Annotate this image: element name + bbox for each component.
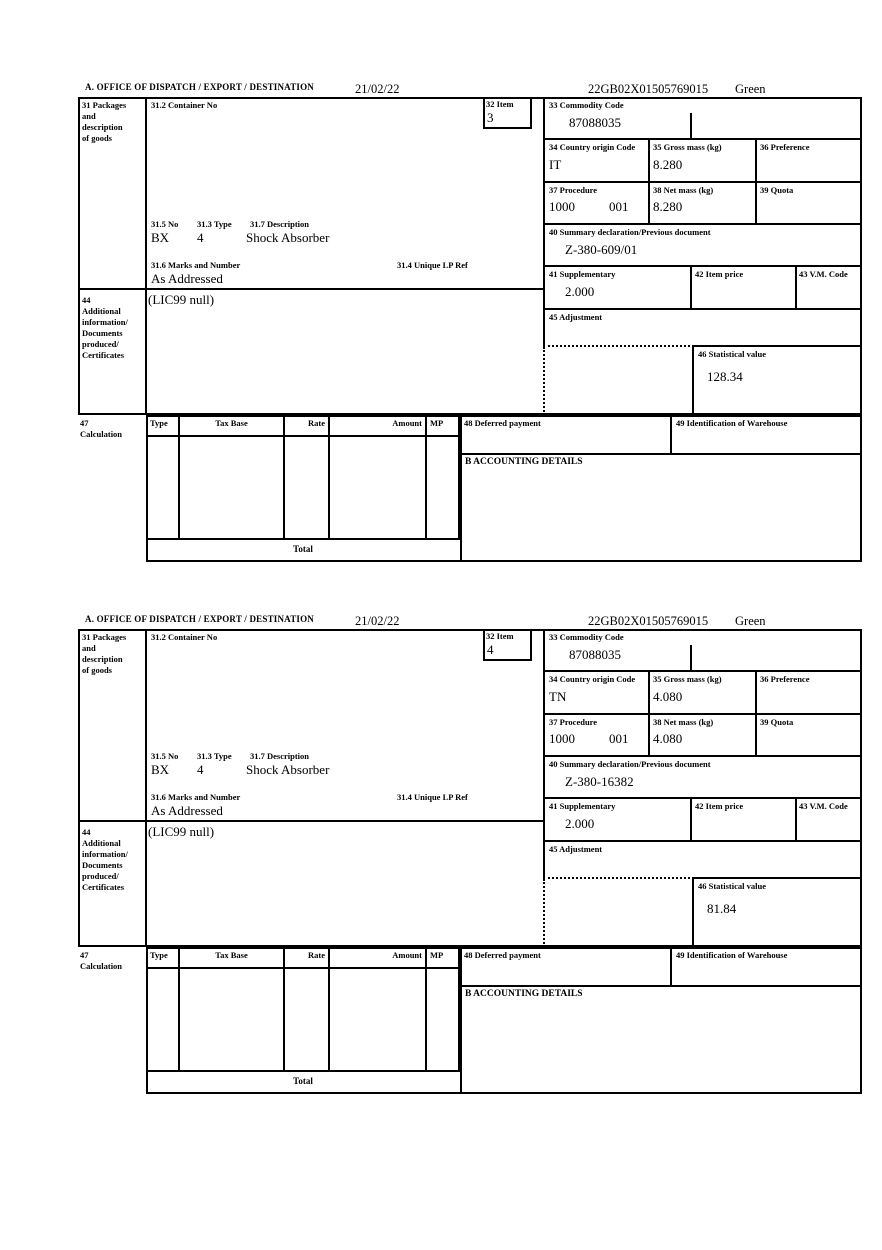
country-origin-value: TN: [549, 689, 567, 704]
procedure-label: 37 Procedure: [549, 717, 598, 727]
grid-line: [543, 840, 862, 842]
package-type-label: 31.3 Type: [197, 219, 232, 229]
calculation-table-border: [146, 947, 460, 1072]
additional-info-value: (LIC99 null): [148, 824, 215, 839]
declaration-date: 21/02/22: [355, 82, 400, 96]
procedure-label: 37 Procedure: [549, 185, 598, 195]
country-origin-label: 34 Country origin Code: [549, 142, 636, 152]
dotted-grid-line: [543, 877, 694, 879]
marks-and-number-value: As Addressed: [151, 271, 223, 286]
grid-line: [178, 415, 180, 540]
calculation-table-border: [146, 415, 460, 540]
box-31-label-line: 31 Packages: [82, 100, 127, 110]
description-label: 31.7 Description: [250, 219, 310, 229]
commodity-code-divider: [690, 645, 692, 672]
statistical-value-label: 46 Statistical value: [698, 349, 766, 359]
gross-mass-label: 35 Gross mass (kg): [653, 674, 722, 684]
col-header-tax-base: Tax Base: [215, 418, 248, 428]
sad-continuation-form: [78, 82, 862, 562]
box-44-label-line: Additional: [82, 838, 121, 848]
item-price-label: 42 Item price: [695, 801, 744, 811]
col-header-mp: MP: [430, 418, 444, 428]
grid-line: [328, 415, 330, 540]
additional-info-value: (LIC99 null): [148, 292, 215, 307]
box-44-label-line: produced/: [82, 339, 119, 349]
package-type-value: 4: [197, 230, 204, 245]
gross-mass-label: 35 Gross mass (kg): [653, 142, 722, 152]
procedure-value: 1000: [549, 199, 575, 214]
country-origin-value: IT: [549, 157, 562, 172]
summary-declaration-label: 40 Summary declaration/Previous document: [549, 227, 711, 237]
box-31-label-line: of goods: [82, 133, 112, 143]
declaration-date: 21/02/22: [355, 614, 400, 628]
box-31-label: [82, 100, 126, 144]
grid-line: [755, 670, 757, 755]
box-47-label-line: 47: [80, 418, 89, 428]
preference-label: 36 Preference: [760, 674, 810, 684]
grid-line: [690, 797, 692, 842]
dotted-grid-line: [543, 879, 545, 947]
previous-document-value: Z-380-609/01: [565, 242, 638, 257]
grid-line: [755, 138, 757, 223]
package-no-label: 31.5 No: [151, 219, 179, 229]
net-mass-value: 8.280: [653, 199, 683, 214]
box-44-label-line: information/: [82, 317, 128, 327]
item-label: 32 Item: [486, 99, 514, 109]
box-44-label-line: 44: [82, 295, 91, 305]
commodity-code-label: 33 Commodity Code: [549, 632, 624, 642]
box-47-label-line: Calculation: [80, 429, 123, 439]
package-no-value: BX: [151, 230, 170, 245]
grid-line: [146, 435, 460, 437]
grid-line: [690, 265, 692, 310]
box-31-label-line: 31 Packages: [82, 632, 127, 642]
package-type-value: 4: [197, 762, 204, 777]
marks-and-number-label: 31.6 Marks and Number: [151, 260, 241, 270]
box-44-label-line: Certificates: [82, 882, 125, 892]
col-header-type: Type: [150, 418, 168, 428]
col-header-amount: Amount: [392, 950, 422, 960]
movement-reference-number: 22GB02X01505769015: [588, 82, 709, 96]
box-44-label: [82, 827, 128, 893]
grid-line: [78, 288, 545, 290]
box-31-label-line: of goods: [82, 665, 112, 675]
commodity-code-divider: [690, 113, 692, 140]
commodity-code-value: 87088035: [569, 647, 621, 662]
accounting-details-label: B ACCOUNTING DETAILS: [465, 989, 583, 999]
adjustment-label: 45 Adjustment: [549, 312, 603, 322]
package-no-value: BX: [151, 762, 170, 777]
grid-line: [543, 755, 862, 757]
statistical-value-value: 128.34: [707, 369, 743, 384]
adjustment-label: 45 Adjustment: [549, 844, 603, 854]
box-44-label-line: 44: [82, 827, 91, 837]
box-47-label: [80, 950, 122, 972]
dotted-grid-line: [543, 345, 694, 347]
net-mass-value: 4.080: [653, 731, 683, 746]
form-grid: [78, 97, 862, 562]
previous-document-value: Z-380-16382: [565, 774, 634, 789]
marks-and-number-value: As Addressed: [151, 803, 223, 818]
grid-line: [146, 967, 460, 969]
box-31-label-line: and: [82, 111, 96, 121]
procedure-extra-value: 001: [609, 199, 629, 214]
sad-continuation-form: [78, 614, 862, 1094]
statistical-value-value: 81.84: [707, 901, 737, 916]
summary-declaration-label: 40 Summary declaration/Previous document: [549, 759, 711, 769]
grid-line: [543, 138, 862, 140]
quota-label: 39 Quota: [760, 717, 794, 727]
supplementary-value: 2.000: [565, 284, 595, 299]
country-origin-label: 34 Country origin Code: [549, 674, 636, 684]
commodity-code-label: 33 Commodity Code: [549, 100, 624, 110]
deferred-payment-label: 48 Deferred payment: [464, 950, 541, 960]
warehouse-id-label: 49 Identification of Warehouse: [676, 418, 788, 428]
deferred-payment-label: 48 Deferred payment: [464, 418, 541, 428]
accounting-details-border: [460, 453, 862, 562]
statistical-value-label: 46 Statistical value: [698, 881, 766, 891]
package-type-label: 31.3 Type: [197, 751, 232, 761]
accounting-details-border: [460, 985, 862, 1094]
box-31-label: [82, 632, 126, 676]
grid-line: [648, 670, 650, 755]
vm-code-label: 43 V.M. Code: [799, 801, 848, 811]
goods-description-value: Shock Absorber: [246, 762, 330, 777]
unique-lp-ref-label: 31.4 Unique LP Ref: [397, 792, 468, 802]
item-label: 32 Item: [486, 631, 514, 641]
container-no-label: 31.2 Container No: [151, 100, 218, 110]
routing-indicator: Green: [735, 614, 766, 628]
description-label: 31.7 Description: [250, 751, 310, 761]
grid-line: [178, 947, 180, 1072]
grid-line: [283, 415, 285, 540]
warehouse-id-label: 49 Identification of Warehouse: [676, 950, 788, 960]
item-number-value: 3: [487, 110, 494, 125]
grid-line: [648, 138, 650, 223]
box-47-label: [80, 418, 122, 440]
item-price-label: 42 Item price: [695, 269, 744, 279]
box-44-label: [82, 295, 128, 361]
package-no-label: 31.5 No: [151, 751, 179, 761]
box-31-label-line: description: [82, 654, 123, 664]
net-mass-label: 38 Net mass (kg): [653, 185, 714, 195]
grid-line: [543, 265, 862, 267]
col-header-type: Type: [150, 950, 168, 960]
total-label: Total: [293, 544, 313, 554]
unique-lp-ref-label: 31.4 Unique LP Ref: [397, 260, 468, 270]
grid-line: [543, 181, 862, 183]
dotted-grid-line: [543, 347, 545, 415]
grid-line: [543, 223, 862, 225]
gross-mass-value: 4.080: [653, 689, 683, 704]
box-31-label-line: and: [82, 643, 96, 653]
container-no-label: 31.2 Container No: [151, 632, 218, 642]
col-header-mp: MP: [430, 950, 444, 960]
box-44-label-line: Documents: [82, 860, 123, 870]
grid-line: [543, 713, 862, 715]
grid-line: [795, 797, 797, 842]
box-44-label-line: produced/: [82, 871, 119, 881]
office-of-dispatch-header: A. OFFICE OF DISPATCH / EXPORT / DESTINATION: [85, 614, 315, 624]
box-44-label-line: Additional: [82, 306, 121, 316]
goods-description-value: Shock Absorber: [246, 230, 330, 245]
routing-indicator: Green: [735, 82, 766, 96]
commodity-code-value: 87088035: [569, 115, 621, 130]
procedure-value: 1000: [549, 731, 575, 746]
col-header-rate: Rate: [308, 418, 325, 428]
quota-label: 39 Quota: [760, 185, 794, 195]
col-header-rate: Rate: [308, 950, 325, 960]
procedure-extra-value: 001: [609, 731, 629, 746]
vm-code-label: 43 V.M. Code: [799, 269, 848, 279]
grid-line: [328, 947, 330, 1072]
box-47-label-line: 47: [80, 950, 89, 960]
supplementary-label: 41 Supplementary: [549, 801, 616, 811]
grid-line: [425, 947, 427, 1072]
grid-line: [425, 415, 427, 540]
net-mass-label: 38 Net mass (kg): [653, 717, 714, 727]
grid-line: [78, 820, 545, 822]
grid-line: [543, 670, 862, 672]
movement-reference-number: 22GB02X01505769015: [588, 614, 709, 628]
grid-line: [543, 797, 862, 799]
box-44-label-line: Documents: [82, 328, 123, 338]
supplementary-value: 2.000: [565, 816, 595, 831]
total-label: Total: [293, 1076, 313, 1086]
grid-line: [795, 265, 797, 310]
gross-mass-value: 8.280: [653, 157, 683, 172]
marks-and-number-label: 31.6 Marks and Number: [151, 792, 241, 802]
preference-label: 36 Preference: [760, 142, 810, 152]
col-header-tax-base: Tax Base: [215, 950, 248, 960]
box-44-label-line: information/: [82, 849, 128, 859]
office-of-dispatch-header: A. OFFICE OF DISPATCH / EXPORT / DESTINATION: [85, 82, 315, 92]
grid-line: [145, 97, 147, 415]
box-44-label-line: Certificates: [82, 350, 125, 360]
grid-line: [283, 947, 285, 1072]
grid-line: [145, 629, 147, 947]
box-47-label-line: Calculation: [80, 961, 123, 971]
item-number-value: 4: [487, 642, 494, 657]
box-31-label-line: description: [82, 122, 123, 132]
accounting-details-label: B ACCOUNTING DETAILS: [465, 457, 583, 467]
grid-line: [543, 308, 862, 310]
form-grid: [78, 629, 862, 1094]
col-header-amount: Amount: [392, 418, 422, 428]
supplementary-label: 41 Supplementary: [549, 269, 616, 279]
